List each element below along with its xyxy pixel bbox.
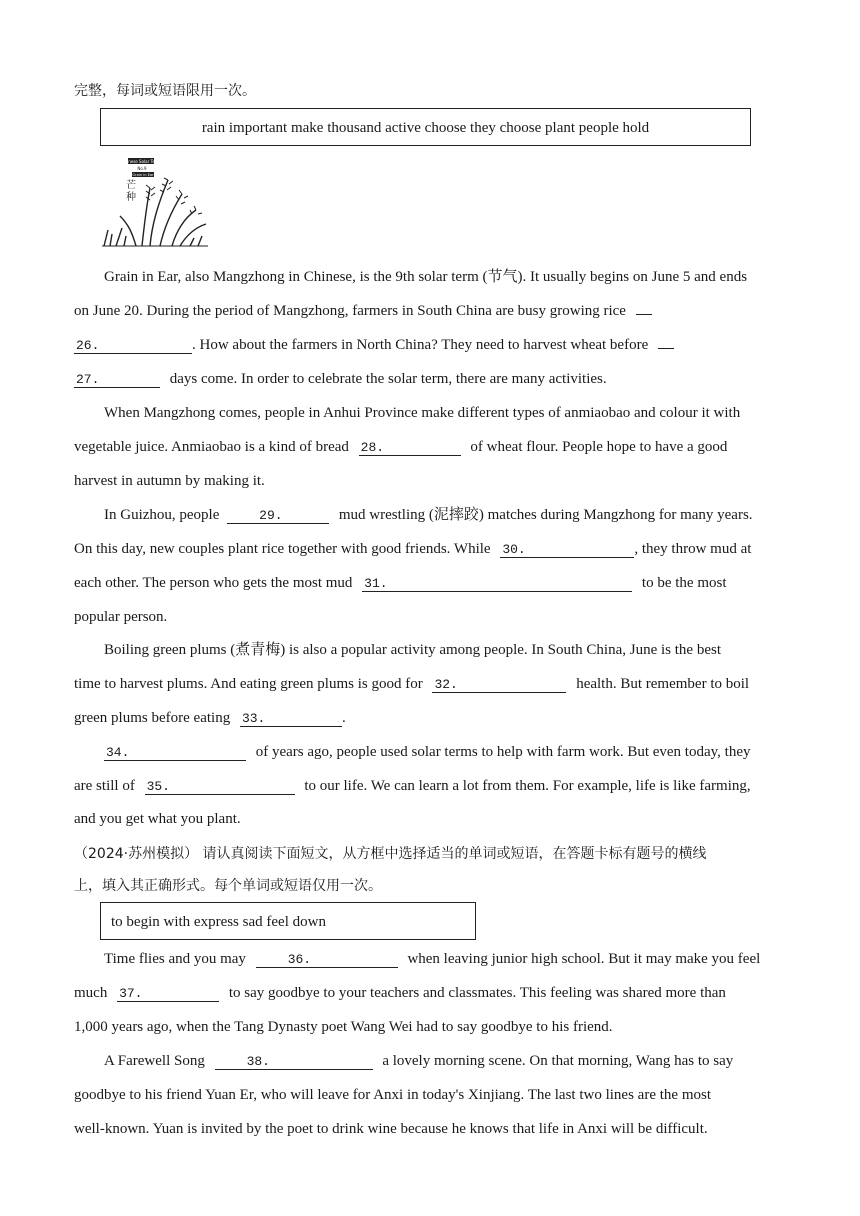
p4-line3: green plums before eating 33. . xyxy=(74,710,346,726)
blank-34[interactable]: 34. xyxy=(104,745,246,761)
section2-instruction-2: 上，填入其正确形式。每个单词或短语仅用一次。 xyxy=(74,878,382,894)
p3-line2: On this day, new couples plant rice together with good friends. While 30. , they throw mud at xyxy=(74,541,752,557)
section2-instruction-1: （2024·苏州模拟） 请认真阅读下面短文，从方框中选择适当的单词或短语，在答题卡标有题号的横线 xyxy=(74,846,707,862)
word-box-2-text: to begin with express sad feel down xyxy=(111,914,326,930)
blank-33[interactable]: 33. xyxy=(240,711,342,727)
blank-38[interactable]: 38. xyxy=(215,1054,373,1070)
q2-p1-line3: 1,000 years ago, when the Tang Dynasty poet Wang Wei had to say goodbye to his friend. xyxy=(74,1019,613,1035)
blank-29[interactable]: 29. xyxy=(227,508,329,524)
p2-line3: harvest in autumn by making it. xyxy=(74,473,265,489)
p1-line3: 26. . How about the farmers in North China? They need to harvest wheat before xyxy=(74,336,794,354)
blank-35[interactable]: 35. xyxy=(145,779,295,795)
logo-title: Chinese Solar Term xyxy=(121,159,161,164)
blank-27-lead[interactable] xyxy=(658,348,674,349)
p3-line3: each other. The person who gets the most mud 31. to be the most xyxy=(74,575,727,591)
q2-p2-line3: well-known. Yuan is invited by the poet to drink wine because he knows that life in Anxi will be difficult. xyxy=(74,1121,708,1137)
word-box-1 xyxy=(100,108,751,146)
p2-line2: vegetable juice. Anmiaobao is a kind of bread 28. of wheat flour. People hope to have a good xyxy=(74,439,728,455)
p1-line2: on June 20. During the period of Mangzhong, farmers in South China are busy growing rice xyxy=(74,302,794,320)
p5-line2: are still of 35. to our life. We can learn a lot from them. For example, life is like farming, xyxy=(74,778,751,794)
logo-cn2: 种 xyxy=(126,192,136,203)
p1-line4: 27. days come. In order to celebrate the solar term, there are many activities. xyxy=(76,371,607,387)
p4-line2: time to harvest plums. And eating green plums is good for 32. health. But remember to boil xyxy=(74,676,750,692)
instruction-tail: 完整，每词或短语限用一次。 xyxy=(74,83,256,99)
word-box-1-text: rain important make thousand active choose they choose plant people hold xyxy=(201,120,650,136)
p4-line1: Boiling green plums (煮青梅) is also a popular activity among people. In South China, June is the best xyxy=(104,642,721,658)
logo-sub2: Grain in Ear xyxy=(132,173,154,177)
blank-26[interactable]: 26. xyxy=(74,338,192,354)
word-box-2 xyxy=(100,902,476,940)
p5-line3: and you get what you plant. xyxy=(74,811,241,827)
logo-sub1: No.9 xyxy=(137,166,147,171)
grain-in-ear-illustration xyxy=(102,158,208,248)
blank-26-lead[interactable] xyxy=(636,314,652,315)
blank-28[interactable]: 28. xyxy=(359,440,461,456)
q2-p2-line1: A Farewell Song 38. a lovely morning scene. On that morning, Wang has to say xyxy=(104,1053,734,1069)
p2-line1: When Mangzhong comes, people in Anhui Province make different types of anmiaobao and colour it with xyxy=(104,405,741,421)
logo-cn1: 芒 xyxy=(126,180,136,191)
blank-32[interactable]: 32. xyxy=(432,677,566,693)
blank-30[interactable]: 30. xyxy=(500,542,634,558)
blank-36[interactable]: 36. xyxy=(256,952,398,968)
p3-line4: popular person. xyxy=(74,609,168,625)
blank-37[interactable]: 37. xyxy=(117,986,219,1002)
p5-line1: 34. of years ago, people used solar terms to help with farm work. But even today, they xyxy=(106,744,751,760)
blank-31[interactable]: 31. xyxy=(362,576,632,592)
q2-p1-line2: much 37. to say goodbye to your teachers and classmates. This feeling was shared more than xyxy=(74,985,726,1001)
p3-line1: In Guizhou, people 29. mud wrestling (泥摔跤) matches during Mangzhong for many years. xyxy=(104,507,753,523)
p1-line1: Grain in Ear, also Mangzhong in Chinese, is the 9th solar term (节气). It usually begins on June 5 and ends xyxy=(104,269,748,285)
q2-p1-line1: Time flies and you may 36. when leaving junior high school. But it may make you feel xyxy=(104,951,761,967)
blank-27[interactable]: 27. xyxy=(74,372,160,388)
q2-p2-line2: goodbye to his friend Yuan Er, who will leave for Anxi in today's Xinjiang. The last two lines are the most xyxy=(74,1087,711,1103)
